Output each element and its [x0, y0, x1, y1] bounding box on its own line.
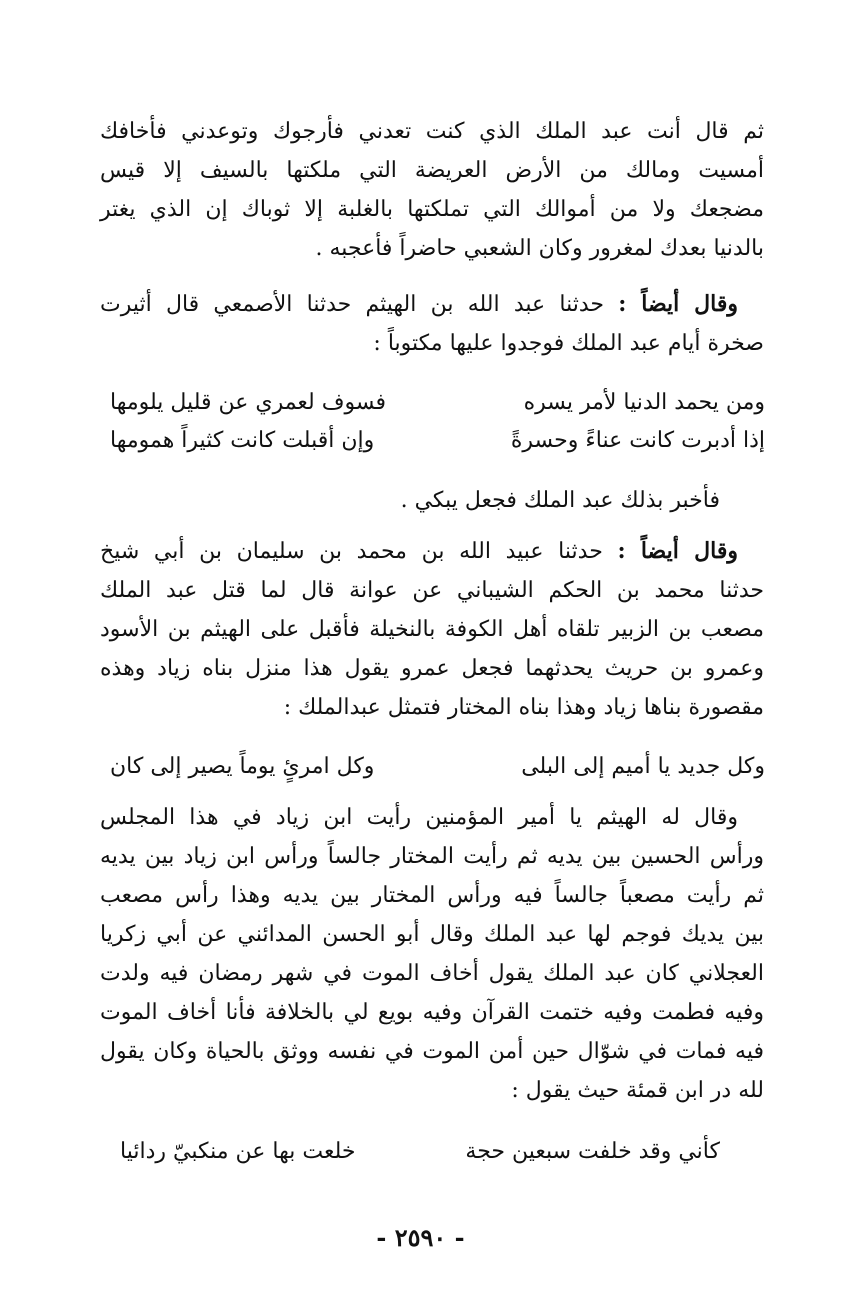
verse-row	[110, 384, 765, 422]
text-line: مقصورة بناها زياد وهذا بناه المختار فتمثل عبدالملك :	[283, 695, 764, 720]
verse-first-hemistich: وكل جديد يا أميم إلى البلى	[521, 754, 765, 779]
text-line: بين يديك فوجم لها عبد الملك وقال أبو الحسن المدائني عن أبي زكريا	[100, 922, 764, 947]
text-line: وعمرو بن حريث يحدثهما فجعل عمرو يقول هذا منزل بناه زياد وهذه	[100, 656, 764, 681]
verse-block-3	[120, 1133, 720, 1171]
verse-first-hemistich: كأني وقد خلفت سبعين حجة	[465, 1139, 720, 1164]
text-line: حدثنا محمد بن الحكم الشيباني عن عوانة قال لما قتل عبد الملك	[100, 578, 765, 603]
text-line: لله در ابن قمئة حيث يقول :	[511, 1078, 764, 1103]
verse-block-1	[110, 384, 765, 460]
text-line: فيه فمات في شوّال حين أمن الموت في نفسه ووثق بالحياة وكان يقول	[100, 1039, 764, 1064]
text-line: أمسيت ومالك من الأرض العريضة التي ملكتها بالسيف إلا قيس	[100, 158, 764, 183]
text-line: العجلاني كان عبد الملك يقول أخاف الموت في شهر رمضان فيه ولدت	[100, 961, 764, 986]
paragraph-2	[100, 285, 764, 363]
text-line: مضجعك ولا من أموالك التي تملكتها بالغلبة إلا ثوباك إن الذي يغتر	[100, 197, 764, 222]
text-segment: حدثنا عبد الله بن الهيثم حدثنا الأصمعي قال أثيرت	[100, 292, 619, 317]
text-line: ورأس الحسين بين يديه ثم رأيت المختار جالساً ورأس ابن زياد بين يديه	[100, 844, 764, 869]
text-line: مصعب بن الزبير تلقاه أهل الكوفة بالنخيلة فأقبل على الهيثم بن الأسود	[100, 617, 764, 642]
section-lead: وقال أيضاً :	[617, 538, 739, 564]
text-line	[100, 285, 764, 324]
paragraph-1	[100, 112, 764, 268]
verse-row	[110, 748, 765, 786]
verse-second-hemistich: خلعت بها عن منكبيّ ردائيا	[120, 1139, 356, 1164]
verse-second-hemistich: فسوف لعمري عن قليل يلومها	[110, 390, 387, 415]
paragraph-3	[100, 481, 764, 520]
verse-first-hemistich: ومن يحمد الدنيا لأمر يسره	[523, 390, 765, 415]
text-line: صخرة أيام عبد الملك فوجدوا عليها مكتوباً :	[373, 331, 764, 356]
text-line	[100, 532, 764, 571]
text-line: ثم رأيت مصعباً جالساً فيه ورأس المختار بين يديه وهذا رأس مصعب	[100, 883, 764, 908]
verse-first-hemistich: إذا أدبرت كانت عناءً وحسرةً	[510, 428, 765, 453]
text-line: فأخبر بذلك عبد الملك فجعل يبكي .	[400, 488, 720, 513]
verse-row	[120, 1133, 720, 1171]
text-line: ثم قال أنت عبد الملك الذي كنت تعدني فأرجوك وتوعدني فأخافك	[100, 119, 764, 144]
text-line: بالدنيا بعدك لمغرور وكان الشعبي حاضراً فأعجبه .	[315, 236, 764, 261]
text-segment: حدثنا عبيد الله بن محمد بن سليمان بن أبي شيخ	[100, 539, 618, 564]
section-lead: وقال أيضاً :	[618, 291, 738, 317]
verse-block-2	[110, 748, 765, 786]
text-line: وقال له الهيثم يا أمير المؤمنين رأيت ابن زياد في هذا المجلس	[100, 805, 738, 830]
page-number: - ٢٥٩٠ -	[376, 1223, 465, 1252]
paragraph-4	[100, 532, 764, 727]
verse-row	[110, 422, 765, 460]
verse-second-hemistich: وكل امرئٍ يوماً يصير إلى كان	[110, 754, 375, 779]
verse-second-hemistich: وإن أقبلت كانت كثيراً همومها	[110, 428, 375, 453]
text-line: وفيه فطمت وفيه ختمت القرآن وفيه بويع لي بالخلافة فأنا أخاف الموت	[100, 1000, 764, 1025]
paragraph-5	[100, 798, 764, 1110]
